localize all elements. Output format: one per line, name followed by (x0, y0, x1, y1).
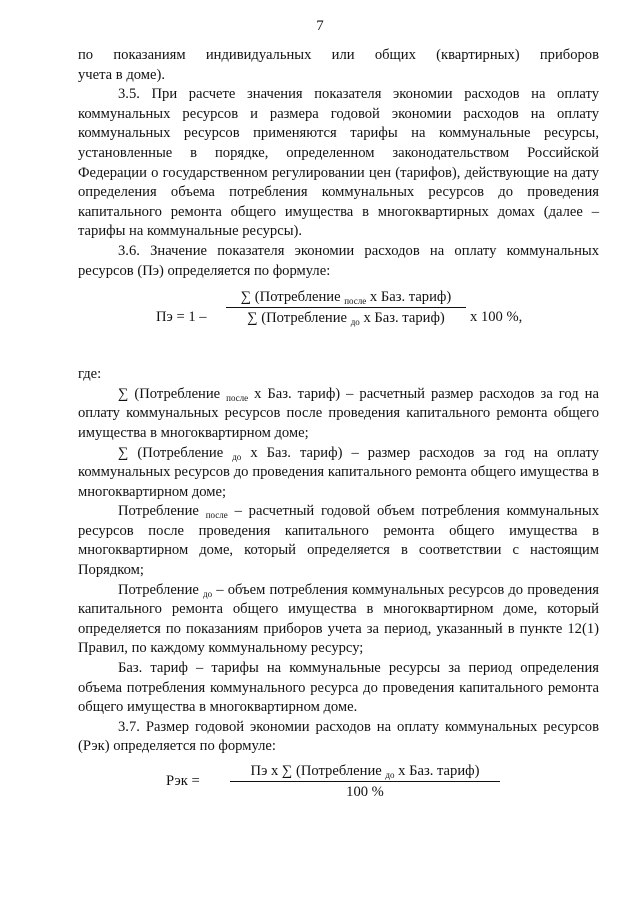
document-body (78, 46, 599, 815)
formula-pe-numerator (226, 289, 466, 306)
def3-sub: после (205, 510, 228, 521)
definition-sum-before (78, 444, 599, 503)
paragraph-3-7: 3.7. Размер годовой экономии расходов на оплату коммунальных ресурсов (Рэк) определяется по формуле: (78, 718, 599, 755)
page-number: 7 (316, 18, 324, 34)
where-label: где: (78, 366, 102, 383)
paragraph-continuation-line2: учета в доме). (78, 66, 165, 83)
formula-pe-num-b: х Баз. тариф) (369, 289, 452, 306)
def2-sub: до (232, 451, 242, 462)
def2-b: х Баз. тариф) – размер расходов за год на оплату коммунальных ресурсов до проведения капитального ремонта общего имущества в многоквартирном доме; (78, 444, 599, 500)
paragraph-3-6: 3.6. Значение показателя экономии расходов на оплату коммунальных ресурсов (Пэ) определяется по формуле: (78, 242, 599, 279)
formula-rek-fraction (230, 763, 500, 801)
def1-b: х Баз. тариф) – расчетный размер расходов за год на оплату коммунальных ресурсов после проведения капитального ремонта общего имущества в многоквартирном доме; (78, 385, 599, 441)
paragraph-3-5: 3.5. При расчете значения показателя экономии расходов на оплату коммунальных ресурсов и размера годовой экономии расходов на оплату коммунальных ресурсов применяются тарифы на коммунальные ресурсы, установленные в порядке, определенном законодательством Российской Федерации о государственном регулировании цен (тарифов), действующие на дату определения объема потребления коммунальных ресурсов до проведения капитального ремонта общего имущества в многоквартирных домах (далее – тарифы на коммунальные ресурсы). (78, 86, 599, 240)
fraction-line (230, 781, 500, 782)
formula-pe-den-a: ∑ (Потребление (247, 310, 348, 327)
formula-pe-den-sub: до (350, 317, 360, 328)
formula-pe-fraction (226, 289, 466, 327)
def4-b: – объем потребления коммунальных ресурсов до проведения капитального ремонта общего имущества в многоквартирном доме, который определяется по показаниям приборов учета за период, указанный в пункте 12(1) Правил, по каждому коммунальному ресурсу; (78, 581, 599, 657)
formula-rek-numerator (230, 763, 500, 780)
formula-pe-tail: х 100 %, (470, 309, 523, 326)
formula-pe-lhs: Пэ = 1 – (156, 309, 207, 326)
formula-pe (78, 289, 599, 351)
def3-a: Потребление (118, 503, 199, 520)
formula-pe-den-b: х Баз. тариф) (363, 310, 445, 327)
formula-rek-num-a: Пэ х ∑ (Потребление (250, 763, 382, 779)
def2-a: ∑ (Потребление (118, 444, 224, 461)
def4-sub: до (203, 588, 213, 599)
fraction-line (226, 307, 466, 308)
definition-consumption-before (78, 581, 599, 659)
definition-base-tariff: Баз. тариф – тарифы на коммунальные ресурсы за период определения объема потребления коммунального ресурса до проведения капитального ремонта общего имущества в многоквартирном доме. (78, 660, 599, 716)
paragraph-continuation-line1: по показаниям индивидуальных или общих (квартирных) приборов (78, 47, 599, 63)
def4-a: Потребление (118, 581, 199, 598)
formula-rek-num-sub: до (385, 770, 395, 780)
formula-rek (78, 763, 599, 815)
def3-b: – расчетный годовой объем потребления коммунальных ресурсов после проведения капитального ремонта общего имущества в многоквартирном доме, который определяется в соответствии с настоящим Порядком; (78, 503, 599, 579)
def1-sub: после (226, 392, 249, 403)
formula-rek-lhs: Рэк = (166, 773, 200, 789)
formula-rek-num-b: х Баз. тариф) (398, 763, 480, 779)
formula-pe-num-a: ∑ (Потребление (240, 289, 341, 306)
formula-rek-denominator: 100 % (346, 784, 384, 800)
definition-sum-after (78, 385, 599, 444)
def1-a: ∑ (Потребление (118, 385, 221, 402)
definition-consumption-after (78, 502, 599, 580)
formula-pe-denominator (226, 310, 466, 327)
formula-pe-num-sub: после (344, 296, 367, 307)
